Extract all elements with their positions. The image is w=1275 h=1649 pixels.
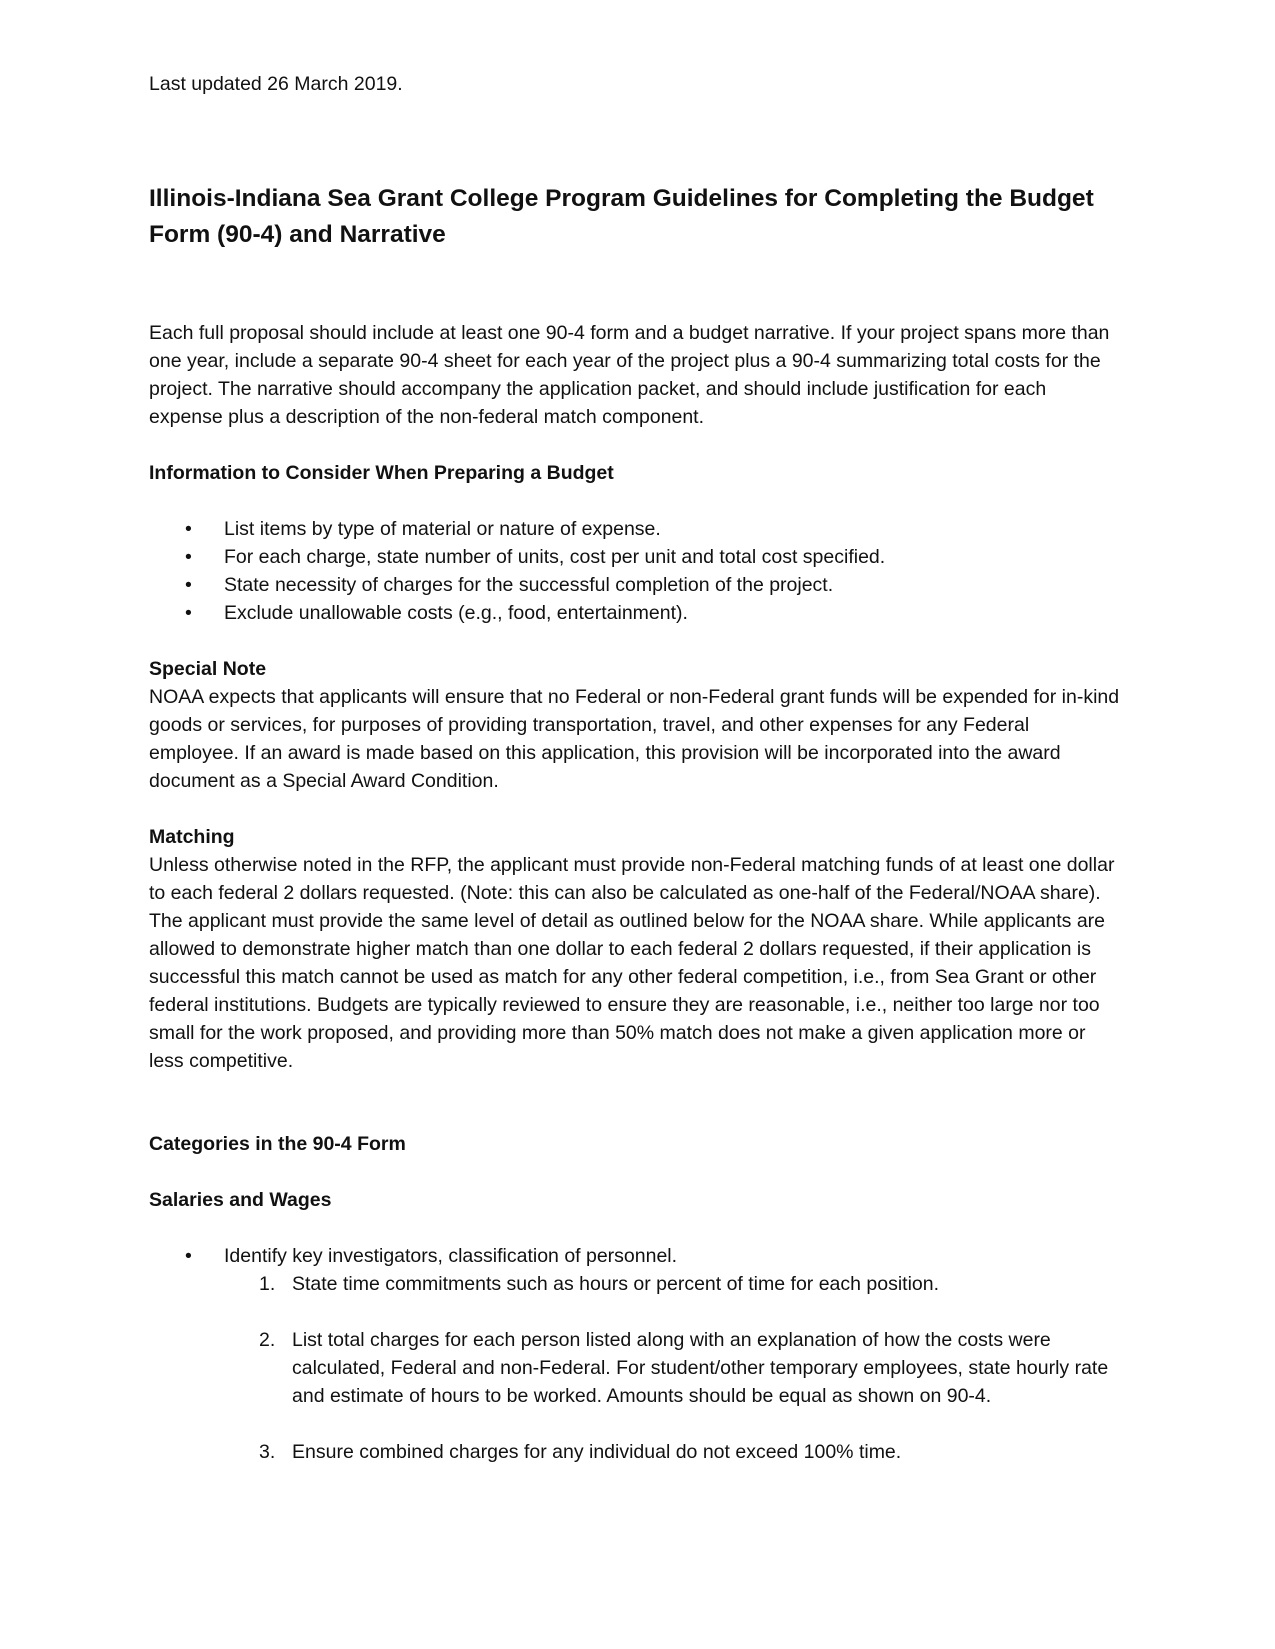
- list-item: [149, 571, 1124, 599]
- numbered-item-text: State time commitments such as hours or percent of time for each position.: [292, 1273, 940, 1295]
- bullet-icon: •: [185, 1245, 192, 1267]
- matching-heading: Matching: [149, 826, 235, 848]
- matching-text: Unless otherwise noted in the RFP, the applicant must provide non-Federal matching funds of at least one dollar to each federal 2 dollars requested. (Note: this can also be calculated as one-half of the Federal/NOAA share). The applicant must provide the same level of detail as outlined below for the NOAA share. While applicants are allowed to demonstrate higher match than one dollar to each federal 2 dollars requested, if their application is successful this match cannot be used as match for any other federal competition, i.e., from Sea Grant or other federal institutions. Budgets are typically reviewed to ensure they are reasonable, i.e., neither too large nor too small for the work proposed, and providing more than 50% match does not make a given application more or less competitive.: [149, 854, 1115, 1072]
- document-title: Illinois-Indiana Sea Grant College Program Guidelines for Completing the Budget Form (90-4) and Narrative: [149, 185, 1094, 248]
- budget-info-heading: Information to Consider When Preparing a Budget: [149, 462, 614, 484]
- list-item: [149, 543, 1124, 571]
- bullet-icon: •: [185, 518, 192, 540]
- list-item-text: Identify key investigators, classification of personnel.: [224, 1245, 678, 1267]
- list-item: [149, 515, 1124, 543]
- special-note-text: NOAA expects that applicants will ensure that no Federal or non-Federal grant funds will be expended for in-kind goods or services, for purposes of providing transportation, travel, and other expenses for any Federal employee. If an award is made based on this application, this provision will be incorporated into the award document as a Special Award Condition.: [149, 686, 1120, 792]
- matching-section: [149, 823, 1124, 1075]
- special-note-section: [149, 655, 1124, 795]
- last-updated-note: Last updated 26 March 2019.: [149, 73, 403, 95]
- budget-info-list: [149, 515, 1124, 627]
- list-item: [149, 1242, 1124, 1270]
- list-item: [149, 599, 1124, 627]
- categories-heading: Categories in the 90-4 Form: [149, 1133, 406, 1155]
- salaries-heading: Salaries and Wages: [149, 1189, 332, 1211]
- numbered-item: [149, 1270, 1124, 1298]
- salaries-list: [149, 1242, 1124, 1270]
- bullet-icon: •: [185, 574, 192, 596]
- list-item-text: List items by type of material or nature of expense.: [224, 518, 661, 540]
- bullet-icon: •: [185, 602, 192, 624]
- list-item-text: Exclude unallowable costs (e.g., food, entertainment).: [224, 602, 688, 624]
- list-item-text: For each charge, state number of units, cost per unit and total cost specified.: [224, 546, 886, 568]
- numbered-item: [149, 1326, 1124, 1410]
- item-number: 1.: [259, 1273, 276, 1295]
- numbered-item-text: Ensure combined charges for any individual do not exceed 100% time.: [292, 1441, 902, 1463]
- special-note-heading: Special Note: [149, 658, 267, 680]
- list-item-text: State necessity of charges for the successful completion of the project.: [224, 574, 834, 596]
- bullet-icon: •: [185, 546, 192, 568]
- item-number: 2.: [259, 1329, 276, 1351]
- document-body: [149, 70, 1124, 1466]
- salaries-steps: [149, 1270, 1124, 1466]
- intro-paragraph: Each full proposal should include at least one 90-4 form and a budget narrative. If your project spans more than one year, include a separate 90-4 sheet for each year of the project plus a 90-4 summarizing total costs for the project. The narrative should accompany the application packet, and should include justification for each expense plus a description of the non-federal match component.: [149, 322, 1110, 428]
- numbered-item-text: List total charges for each person listed along with an explanation of how the costs were calculated, Federal and non-Federal. For student/other temporary employees, state hourly rate and estimate of hours to be worked. Amounts should be equal as shown on 90-4.: [292, 1329, 1109, 1407]
- item-number: 3.: [259, 1441, 276, 1463]
- numbered-item: [149, 1438, 1124, 1466]
